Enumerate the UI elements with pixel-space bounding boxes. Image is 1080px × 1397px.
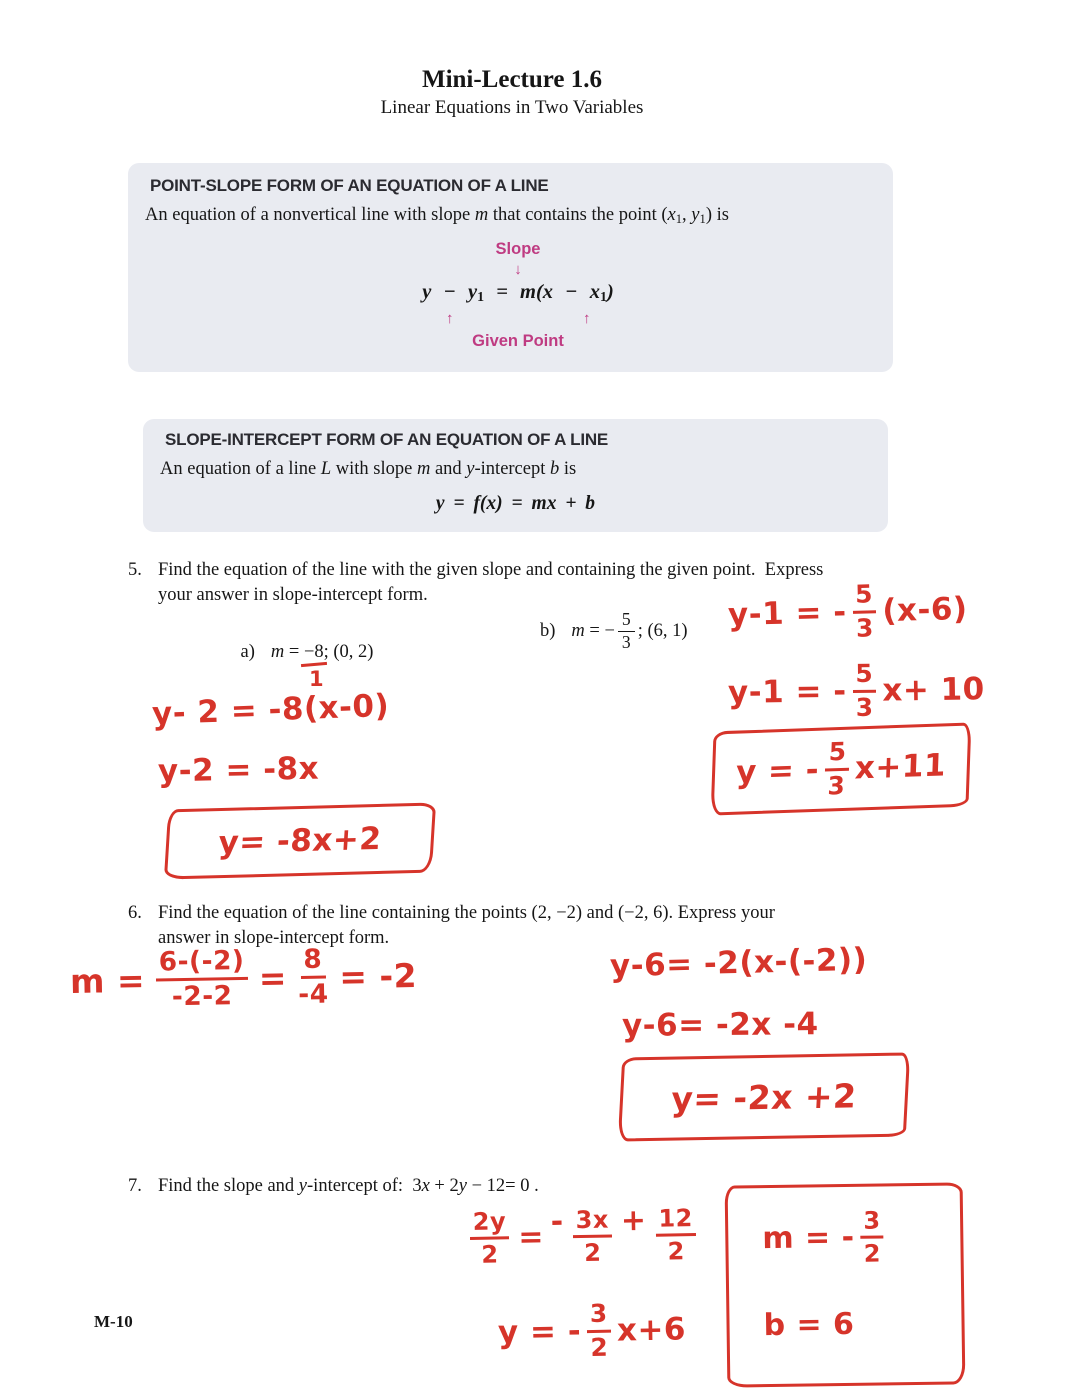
hw-text: y= -8x+2 <box>217 820 383 862</box>
hw-text: y- 2 = -8(x-0) <box>151 687 390 733</box>
given-point-annotation-label: Given Point <box>472 332 564 350</box>
worksheet-subtitle: Linear Equations in Two Variables <box>380 97 644 118</box>
slope-value-marked <box>303 642 324 691</box>
hw-fraction <box>852 579 877 643</box>
fraction-denominator: 3 <box>855 692 874 722</box>
hw-fraction <box>860 1206 884 1268</box>
problem6-text-line1: Find the equation of the line containing the points (2, −2) and (−2, 6). Express your <box>158 903 775 923</box>
handwriting-5a-line1 <box>151 688 389 732</box>
down-arrow-icon: ↓ <box>514 261 522 278</box>
worksheet-title: Mini-Lecture 1.6 <box>421 66 603 93</box>
fraction-numerator: 5 <box>852 582 877 613</box>
hw-fraction <box>655 1206 696 1264</box>
up-arrow-icon: ↑ <box>583 310 591 327</box>
problem5-part-b <box>540 601 688 661</box>
handwriting-7-intercept-answer <box>763 1307 854 1343</box>
slope-value: −8 <box>303 642 324 662</box>
hw-text: y = - <box>497 1313 582 1351</box>
fraction-numerator: 6-(-2) <box>156 948 248 982</box>
page-number-label: M-10 <box>94 1312 133 1331</box>
definition-body: An equation of a nonvertical line with slope m that contains the point (x1, y1) is <box>145 205 729 226</box>
fraction-denominator: 2 <box>583 1238 602 1267</box>
handwriting-5a-answer <box>217 821 382 861</box>
handwriting-6-answer <box>670 1076 857 1118</box>
hw-text: b = 6 <box>763 1306 855 1344</box>
printed-fraction <box>618 610 635 652</box>
handwriting-7-result <box>498 1300 687 1362</box>
hw-fraction <box>297 943 329 1011</box>
hw-text: m = <box>69 961 146 1002</box>
fraction-denominator: -4 <box>297 978 329 1011</box>
fraction-denominator: -2-2 <box>171 980 233 1013</box>
part-a-point: ; (0, 2) <box>323 642 374 662</box>
up-arrow-icon: ↑ <box>446 310 454 327</box>
handwriting-7-division-row <box>468 1202 699 1269</box>
answer-box-7 <box>725 1182 966 1387</box>
problem5-part-a <box>222 621 374 691</box>
definition-box-slope-intercept <box>143 419 888 532</box>
handwriting-6-line2 <box>622 1006 819 1044</box>
hw-plus-sign: + <box>620 1202 647 1239</box>
problem6-number: 6. <box>128 903 142 923</box>
hw-text: = <box>258 958 288 999</box>
handwritten-denominator-one: 1 <box>308 667 324 691</box>
hw-text: y-6= -2x -4 <box>621 1006 819 1044</box>
hw-text: y-6= -2(x-(-2)) <box>609 941 868 985</box>
slope-annotation-label: Slope <box>495 240 541 258</box>
handwriting-7-slope-answer <box>762 1208 886 1267</box>
handwriting-6-slope-calc <box>69 945 417 1013</box>
slope-intercept-equation: y = f(x) = mx + b <box>435 493 596 514</box>
part-label: b) <box>540 620 556 641</box>
hw-text: y-2 = -8x <box>157 750 320 790</box>
hw-fraction <box>824 736 850 801</box>
definition-box-point-slope <box>128 163 893 372</box>
hw-fraction <box>156 944 249 1013</box>
fraction-numerator: 2y <box>470 1209 510 1240</box>
point-slope-equation: y − y1 = m(x − x1) <box>422 281 614 306</box>
hw-text: x+ 10 <box>882 671 985 709</box>
problem7-text: Find the slope and y-intercept of: 3x + 2y − 12= 0 . <box>158 1176 539 1196</box>
fraction-denominator: 3 <box>621 631 631 652</box>
hw-text: y-1 = - <box>727 594 848 634</box>
part-b-expression: m = − <box>571 620 615 641</box>
part-label: a) <box>240 642 255 662</box>
hw-text: = <box>518 1219 545 1256</box>
fraction-numerator: 3x <box>572 1207 612 1238</box>
handwriting-5a-line2 <box>158 751 320 790</box>
answer-box-5b <box>711 722 972 815</box>
hw-text: m = - <box>762 1219 855 1257</box>
fraction-denominator: 2 <box>590 1332 609 1362</box>
hw-text: x+6 <box>616 1311 687 1349</box>
hw-text: x+11 <box>854 747 947 787</box>
hw-text: y-1 = - <box>727 673 847 712</box>
fraction-numerator: 3 <box>587 1302 611 1333</box>
hw-text: (x-6) <box>881 591 969 630</box>
fraction-numerator: 8 <box>300 947 325 980</box>
answer-box-5a <box>164 802 436 879</box>
fraction-denominator: 2 <box>481 1240 499 1269</box>
part-b-point: ; (6, 1) <box>637 620 688 641</box>
part-a-expression: m = <box>270 642 304 662</box>
problem5-text-line2: your answer in slope-intercept form. <box>158 585 428 605</box>
definition-heading: SLOPE-INTERCEPT FORM OF AN EQUATION OF A LINE <box>165 430 609 449</box>
fraction-denominator: 3 <box>827 770 846 801</box>
fraction-numerator: 12 <box>655 1206 696 1237</box>
fraction-numerator: 5 <box>618 610 635 631</box>
answer-box-6 <box>618 1052 910 1141</box>
problem5-number: 5. <box>128 560 142 580</box>
fraction-numerator: 5 <box>852 662 876 693</box>
fraction-numerator: 3 <box>860 1208 884 1238</box>
hw-fraction <box>587 1298 612 1362</box>
hw-fraction <box>572 1207 612 1265</box>
fraction-denominator: 2 <box>667 1237 686 1266</box>
handwriting-5b-answer <box>735 736 947 802</box>
handwriting-6-line1 <box>610 942 868 985</box>
definition-heading: POINT-SLOPE FORM OF AN EQUATION OF A LINE <box>150 176 549 195</box>
page-header <box>0 66 1024 119</box>
hw-minus-sign: - <box>550 1204 564 1240</box>
problem5-text-line1: Find the equation of the line with the given slope and containing the given point. Express <box>158 560 824 580</box>
hw-fraction <box>852 658 877 722</box>
fraction-denominator: 3 <box>855 613 875 643</box>
fraction-numerator: 5 <box>825 739 850 771</box>
hw-fraction <box>470 1209 510 1267</box>
fraction-denominator: 2 <box>863 1239 882 1268</box>
hw-text: = -2 <box>338 956 418 997</box>
problem6-text-line2: answer in slope-intercept form. <box>158 928 390 948</box>
problem7-number: 7. <box>128 1176 142 1196</box>
hw-text: y = - <box>735 751 820 791</box>
hw-text: y= -2x +2 <box>670 1075 858 1119</box>
handwriting-5b-line1 <box>727 580 968 645</box>
definition-body: An equation of a line L with slope m and y-intercept b is <box>160 459 577 479</box>
handwriting-5b-line2 <box>728 660 986 722</box>
